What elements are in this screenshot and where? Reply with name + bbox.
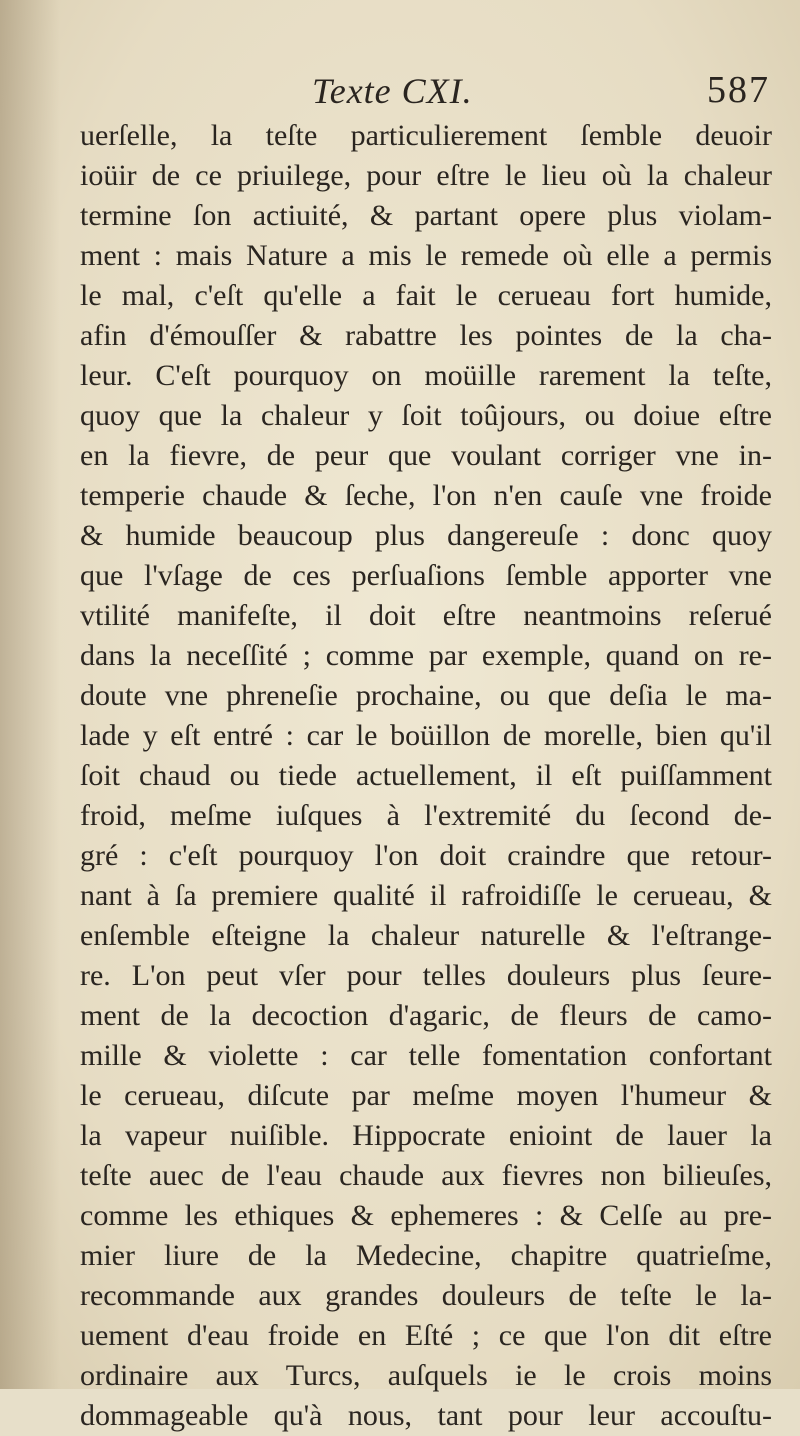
text-line: le cerueau, diſcute par meſme moyen l'humeur & [80,1079,772,1112]
text-line: dans la neceſſité ; comme par exemple, quand on re- [80,639,772,672]
page-header [80,66,770,112]
text-line: ſoit chaud ou tiede actuellement, il eſt puiſſamment [80,759,772,792]
text-line: quoy que la chaleur y ſoit toûjours, ou doiue eſtre [80,399,772,432]
text-line: ment de la decoction d'agaric, de fleurs de camo- [80,999,772,1032]
text-line: ordinaire aux Turcs, auſquels ie le crois moins [80,1359,772,1392]
text-line: lade y eſt entré : car le boüillon de morelle, bien qu'il [80,719,772,752]
text-line: afin d'émouſſer & rabattre les pointes de la cha- [80,319,772,352]
text-line: enſemble eſteigne la chaleur naturelle & l'eſtrange- [80,919,772,952]
text-line: gré : c'eſt pourquoy l'on doit craindre que retour- [80,839,772,872]
text-line: ment : mais Nature a mis le remede où elle a permis [80,239,772,272]
running-title: Texte CXI. [312,71,473,111]
text-line: recommande aux grandes douleurs de teſte le la- [80,1279,772,1312]
text-line: mille & violette : car telle fomentation confortant [80,1039,772,1072]
text-line: teſte auec de l'eau chaude aux fievres non bilieuſes, [80,1159,772,1192]
text-line: le mal, c'eſt qu'elle a fait le cerueau fort humide, [80,279,772,312]
text-line: mier liure de la Medecine, chapitre quatrieſme, [80,1239,772,1272]
text-line: la vapeur nuiſible. Hippocrate enioint de lauer la [80,1119,772,1152]
page-number: 587 [707,69,770,111]
text-line: comme les ethiques & ephemeres : & Celſe au pre- [80,1199,772,1232]
text-line: & humide beaucoup plus dangereuſe : donc quoy [80,519,772,552]
text-line: vtilité manifeſte, il doit eſtre neantmoins reſerué [80,599,772,632]
text-line: doute vne phreneſie prochaine, ou que deſia le ma- [80,679,772,712]
text-line: uerſelle, la teſte particulierement ſemble deuoir [80,119,772,152]
gutter-shadow [0,0,60,1389]
text-line: uement d'eau froide en Eſté ; ce que l'on dit eſtre [80,1319,772,1352]
text-line: dommageable qu'à nous, tant pour leur accouſtu- [80,1399,772,1432]
text-line: leur. C'eſt pourquoy on moüille rarement la teſte, [80,359,772,392]
text-line: ioüir de ce priuilege, pour eſtre le lieu où la chaleur [80,159,772,192]
text-line: que l'vſage de ces perſuaſions ſemble apporter vne [80,559,772,592]
text-line: nant à ſa premiere qualité il rafroidiſſe le cerueau, & [80,879,772,912]
body-text [80,116,772,1436]
text-line: temperie chaude & ſeche, l'on n'en cauſe vne froide [80,479,772,512]
text-line: re. L'on peut vſer pour telles douleurs plus ſeure- [80,959,772,992]
text-line: froid, meſme iuſques à l'extremité du ſecond de- [80,799,772,832]
text-line: termine ſon actiuité, & partant opere plus violam- [80,199,772,232]
text-line: en la fievre, de peur que voulant corriger vne in- [80,439,772,472]
